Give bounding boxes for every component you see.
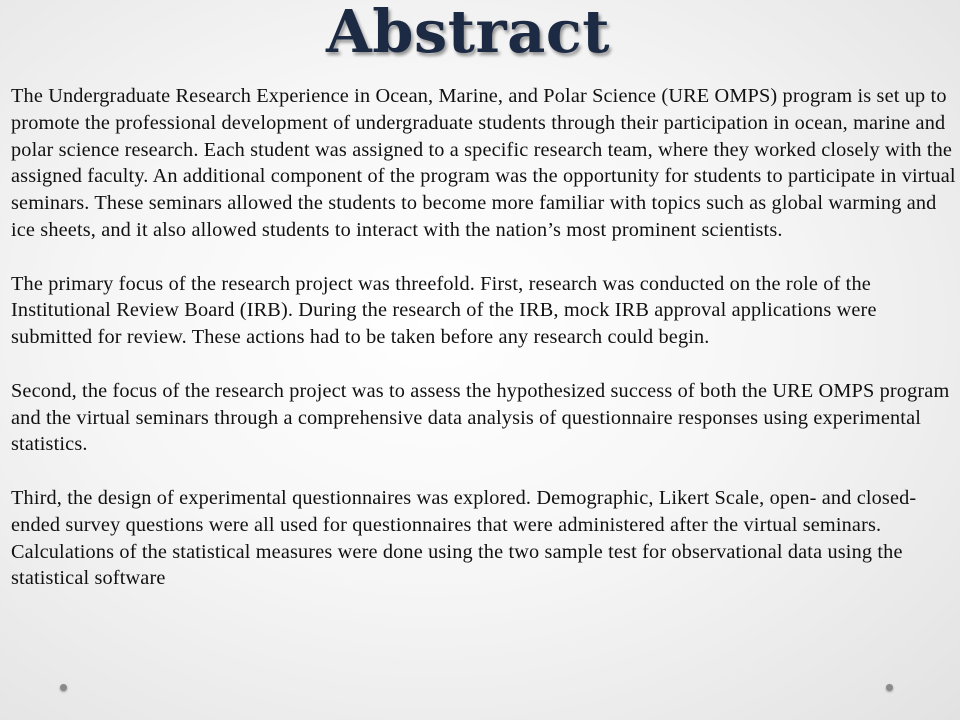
slide-title: Abstract bbox=[326, 0, 610, 66]
decorative-dot-right bbox=[886, 684, 893, 691]
abstract-body bbox=[11, 83, 959, 619]
abstract-paragraph-primary-focus: The primary focus of the research project was threefold. First, research was conducted on the role of the Institutional Review Board (IRB). During the research of the IRB, mock IRB approval applications were submitted for review. These actions had to be taken before any research could begin. bbox=[11, 272, 877, 349]
abstract-paragraph-second-focus: Second, the focus of the research project was to assess the hypothesized success of both the URE OMPS program and the virtual seminars through a comprehensive data analysis of questionnaire responses using experimental statistics. bbox=[11, 379, 950, 456]
abstract-paragraph-third-focus: Third, the design of experimental questionnaires was explored. Demographic, Likert Scale, open- and closed-ended survey questions were all used for questionnaires that were administered after the virtual seminars. Calculations of the statistical measures were done using the two sample test for observational data using the statistical software bbox=[11, 486, 917, 590]
decorative-dot-left bbox=[60, 684, 67, 691]
abstract-paragraph-intro: The Undergraduate Research Experience in Ocean, Marine, and Polar Science (URE OMPS) program is set up to promote the professional development of undergraduate students through their participation in ocean, marine and polar science research. Each student was assigned to a specific research team, where they worked closely with the assigned faculty. An additional component of the program was the opportunity for students to participate in virtual seminars. These seminars allowed the students to become more familiar with topics such as global warming and ice sheets, and it also allowed students to interact with the nation’s most prominent scientists. bbox=[11, 85, 956, 241]
